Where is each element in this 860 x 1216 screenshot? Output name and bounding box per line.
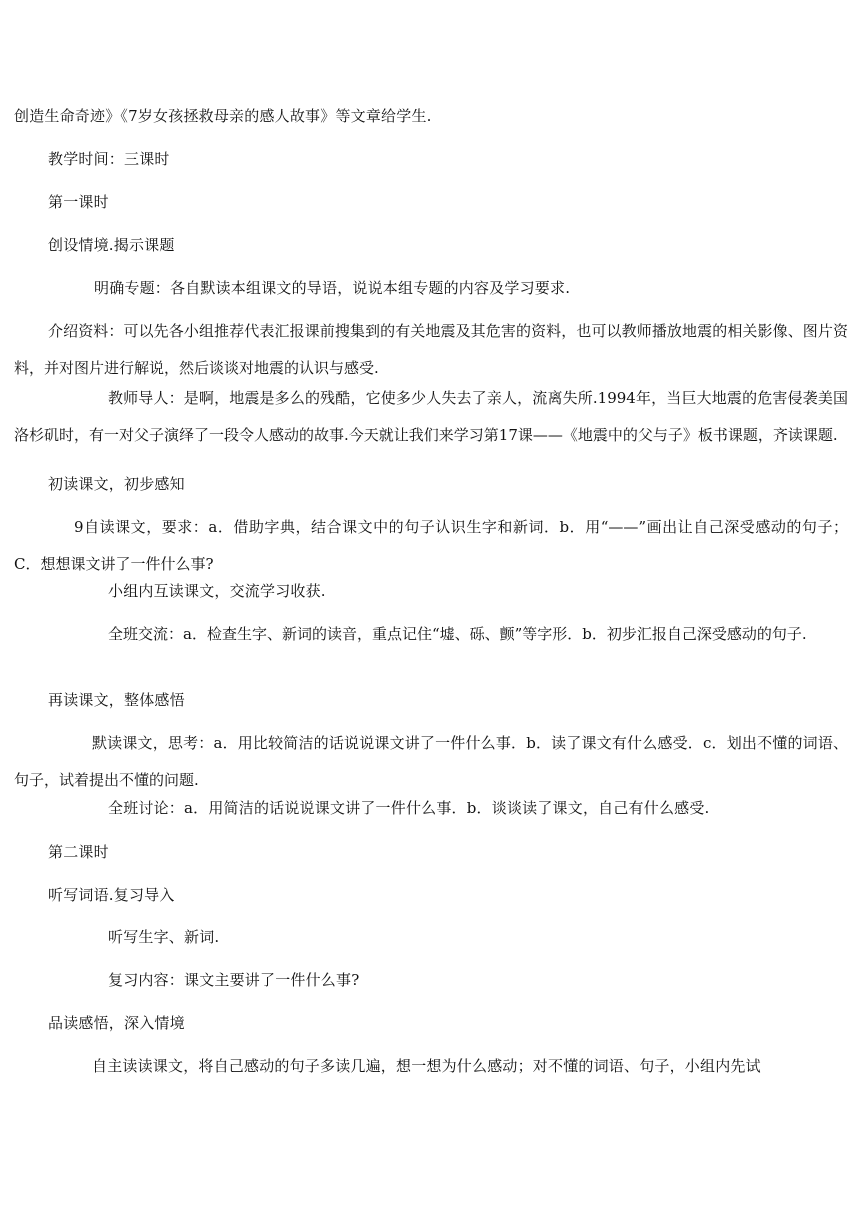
paragraph-review: 复习内容：课文主要讲了一件什么事? (108, 971, 360, 989)
paragraph-silent-reading: 默读课文，思考：a．用比较简洁的话说说课文讲了一件什么事．b．读了课文有什么感受．c．划出不懂的词语、句子，试着提出不懂的问题. (14, 734, 848, 789)
heading-reread: 再读课文，整体感悟 (48, 691, 185, 709)
heading-first-reading: 初读课文，初步感知 (48, 475, 185, 493)
heading-appreciation: 品读感悟，深入情境 (48, 1014, 185, 1032)
paragraph-continuation: 创造生命奇迹》《7岁女孩拯救母亲的感人故事》等文章给学生. (14, 107, 432, 125)
paragraph-group-reading: 小组内互读课文，交流学习收获. (108, 582, 326, 600)
paragraph-clarify-topic: 明确专题：各自默读本组课文的导语，说说本组专题的内容及学习要求. (94, 279, 571, 297)
heading-lesson-two: 第二课时 (48, 843, 109, 861)
heading-lesson-one: 第一课时 (48, 193, 109, 211)
paragraph-class-exchange: 全班交流：a．检查生字、新词的读音，重点记住“墟、砾、颤”等字形．b．初步汇报自己深受感动的句子. (108, 625, 807, 643)
paragraph-introduce-materials: 介绍资料：可以先各小组推荐代表汇报课前搜集到的有关地震及其危害的资料，也可以教师播放地震的相关影像、图片资料，并对图片进行解说，然后谈谈对地震的认识与感受. (14, 322, 848, 377)
paragraph-self-reading: 9自读课文，要求：a．借助字典，结合课文中的句子认识生字和新词．b．用“——”画出让自己深受感动的句子；C．想想课文讲了一件什么事? (14, 518, 848, 573)
paragraph-teacher-introduction: 教师导人：是啊，地震是多么的残酷，它使多少人失去了亲人，流离失所.1994年，当巨大地震的危害侵袭美国洛杉矶时，有一对父子演绎了一段令人感动的故事.今天就让我们来学习第17课——《地震中的父与子》板书课题，齐读课题. (14, 389, 848, 444)
heading-create-situation: 创设情境.揭示课题 (48, 236, 175, 254)
paragraph-teaching-time: 教学时间：三课时 (48, 150, 170, 168)
paragraph-class-discussion: 全班讨论：a．用简洁的话说说课文讲了一件什么事．b．谈谈读了课文，自己有什么感受. (108, 799, 710, 817)
paragraph-dictation: 听写生字、新词. (108, 928, 220, 946)
paragraph-independent-reading: 自主读读课文，将自己感动的句子多读几遍，想一想为什么感动；对不懂的词语、句子，小组内先试 (92, 1057, 761, 1075)
heading-dictation: 听写词语.复习导入 (48, 886, 175, 904)
